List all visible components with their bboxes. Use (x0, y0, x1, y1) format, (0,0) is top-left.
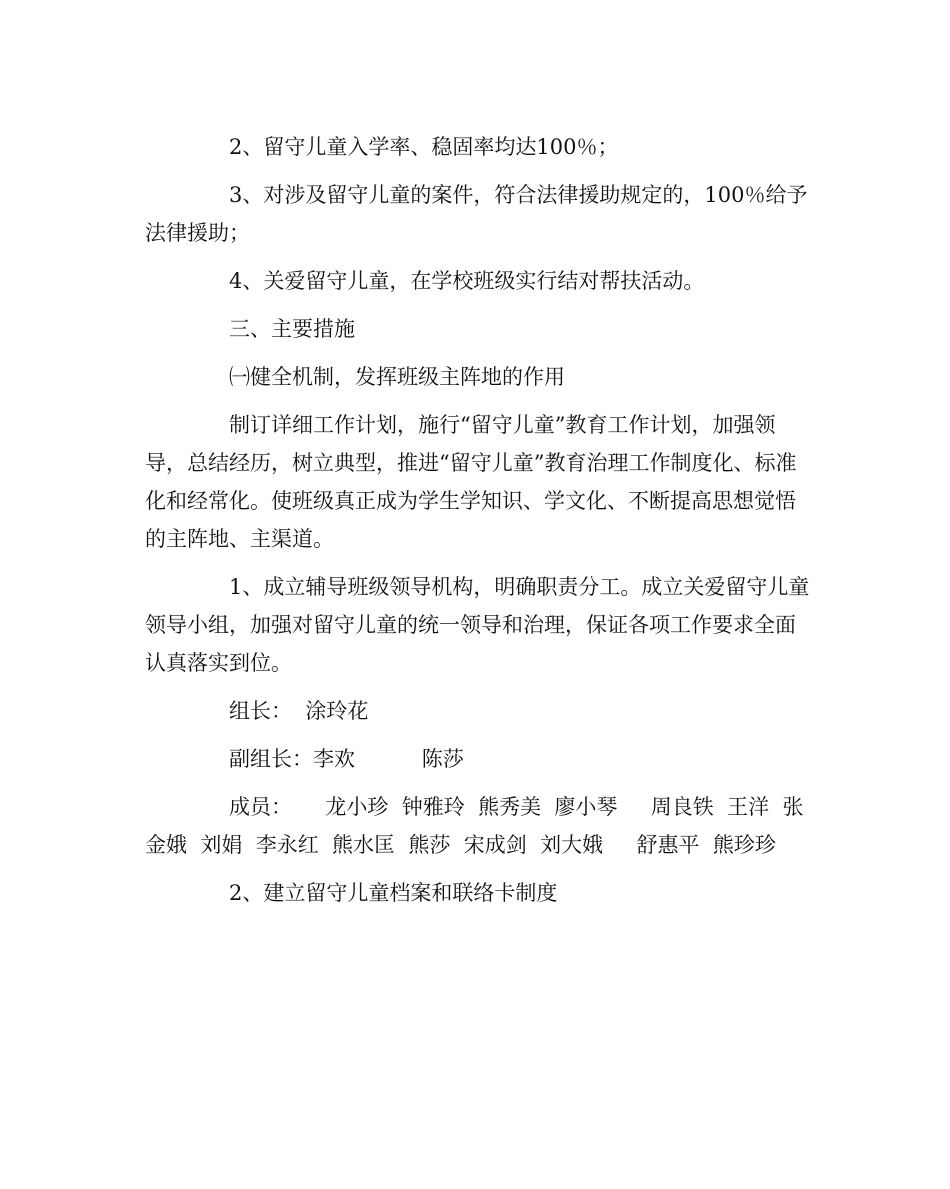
paragraph-work-plan: 制订详细工作计划，施行“留守儿童”教育工作计划，加强领导，总结经历，树立典型，推进“留守儿童”教育治理工作制度化、标准化和经常化。使班级真正成为学生学知识、学文化、不断提高思想觉悟的主阵地、主渠道。 (145, 413, 797, 551)
paragraph-goal-2: 2、留守儿童入学率、稳固率均达100％； (229, 135, 619, 159)
team-leader-line: 组长： 涂玲花 (229, 699, 369, 723)
members-line: 成员： 龙小珍 钟雅玲 熊秀美 廖小琴 周良铁 王洋 张金娥 刘娟 李永红 熊水匡 熊莎 宋成剑 刘大娥 舒惠平 熊珍珍 (145, 795, 804, 857)
paragraph-goal-3: 3、对涉及留守儿童的案件，符合法律援助规定的，100％给予法律援助； (145, 183, 808, 245)
paragraph-archive: 2、建立留守儿童档案和联络卡制度 (229, 881, 558, 905)
paragraph-goal-4: 4、关爱留守儿童，在学校班级实行结对帮扶活动。 (229, 269, 705, 293)
paragraph-leadership: 1、成立辅导班级领导机构，明确职责分工。成立关爱留守儿童领导小组，加强对留守儿童的统一领导和治理，保证各项工作要求全面认真落实到位。 (145, 575, 810, 675)
document-body (145, 128, 810, 922)
section-heading-measures: 三、主要措施 (229, 317, 355, 341)
deputy-leader-line: 副组长：李欢 陈莎 (229, 747, 464, 771)
subsection-heading-1: ㈠健全机制，发挥班级主阵地的作用 (229, 365, 565, 389)
